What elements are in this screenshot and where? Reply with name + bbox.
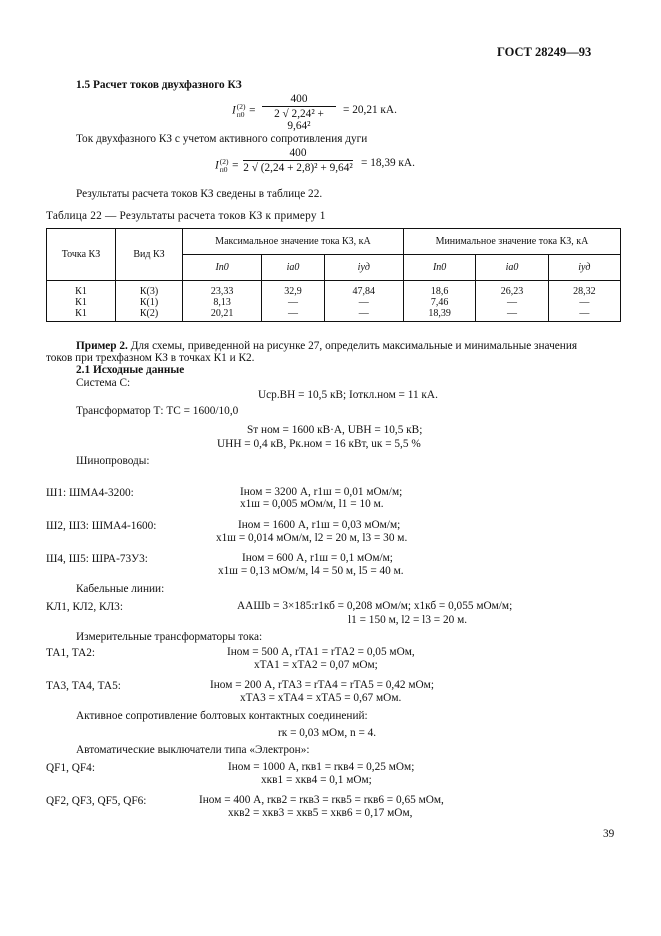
sh1-eq1: Iном = 3200 А, r1ш = 0,01 мОм/м;: [240, 486, 403, 498]
subheader-min-iud: iуд: [548, 255, 620, 281]
cell-max-iud-2: —: [358, 297, 369, 308]
cell-point-2: К1: [75, 297, 87, 308]
cell-min-in0-3: 18,39: [428, 308, 451, 319]
kl-eq2: l1 = 150 м, l2 = l3 = 20 м.: [348, 614, 468, 626]
cell-type-1: К(3): [139, 286, 159, 297]
section-heading-2-1: 2.1 Исходные данные: [76, 364, 185, 376]
example2-label: Пример 2.: [76, 340, 128, 352]
header-min-group: Минимальное значение тока КЗ, кА: [403, 229, 620, 255]
eq1-sub: п0: [236, 110, 245, 119]
subheader-max-ia0: ia0: [262, 255, 324, 281]
ta3-label: ТА3, ТА4, ТА5:: [46, 680, 121, 692]
sh4-eq1: Iном = 600 А, r1ш = 0,1 мОм/м;: [242, 552, 393, 564]
sh2-eq1: Iном = 1600 А, r1ш = 0,03 мОм/м;: [238, 519, 401, 531]
cell-point-1: К1: [75, 286, 87, 297]
cell-min-ia0-1: 26,23: [500, 286, 524, 297]
header-point: Точка КЗ: [47, 229, 116, 281]
eq1-symbol: I: [232, 104, 236, 117]
cell-max-ia0-1: 32,9: [284, 286, 302, 297]
transformer-label: Трансформатор Т: ТС = 1600/10,0: [76, 405, 239, 417]
qf1-label: QF1, QF4:: [46, 762, 95, 774]
qf1-eq1: Iном = 1000 А, rкв1 = rкв4 = 0,25 мОм;: [228, 761, 415, 773]
ta3-eq1: Iном = 200 А, rТА3 = rТА4 = rТА5 = 0,42 мОм;: [210, 679, 434, 691]
transformer-eq1: Sт ном = 1600 кВ·А, UВН = 10,5 кВ;: [247, 424, 423, 436]
system-label: Система С:: [76, 377, 131, 389]
col-point-values: [47, 281, 116, 322]
col-max-ia0-values: [262, 281, 324, 322]
cables-label: Кабельные линии:: [76, 583, 165, 595]
col-min-in0-values: [403, 281, 475, 322]
ta1-label: ТА1, ТА2:: [46, 647, 96, 659]
cell-min-in0-1: 18,6: [430, 286, 449, 297]
eq1-lhs: I (2) п0 =: [232, 102, 256, 119]
breakers-text: Автоматические выключатели типа «Электрон»:: [76, 744, 310, 756]
system-eq: Uср.ВН = 10,5 кВ; Iоткл.ном = 11 кА.: [258, 389, 438, 401]
eq1-fraction: [262, 93, 336, 132]
cell-max-in0-2: 8,13: [213, 297, 231, 308]
cell-max-ia0-3: —: [287, 308, 298, 319]
cell-max-in0-1: 23,33: [210, 286, 234, 297]
subheader-min-in0: Iп0: [403, 255, 475, 281]
header-type: Вид КЗ: [116, 229, 183, 281]
eq2-sub: п0: [219, 165, 228, 174]
cell-min-iud-2: —: [579, 297, 590, 308]
cell-max-iud-3: —: [358, 308, 369, 319]
sh1-eq2: x1ш = 0,005 мОм/м, l1 = 10 м.: [240, 498, 384, 510]
eq1-sup: (2): [236, 102, 246, 111]
section-heading-1-5: 1.5 Расчет токов двухфазного КЗ: [76, 79, 242, 91]
cell-min-in0-2: 7,46: [430, 297, 449, 308]
example2-line1: [76, 340, 577, 352]
cell-min-ia0-2: —: [506, 297, 517, 308]
page-number: 39: [603, 828, 615, 840]
text-arc: Ток двухфазного КЗ с учетом активного сопротивления дуги: [76, 133, 368, 145]
eq1-result: = 20,21 кА.: [343, 104, 397, 116]
eq2-denominator: 2 √ (2,24 + 2,8)² + 9,64²: [243, 162, 353, 174]
col-min-iud-values: [548, 281, 620, 322]
contact-eq: rк = 0,03 мОм, n = 4.: [278, 727, 377, 739]
cell-min-iud-1: 28,32: [573, 286, 596, 297]
qf1-eq2: xкв1 = xкв4 = 0,1 мОм;: [261, 774, 372, 786]
cell-type-3: К(2): [139, 308, 159, 319]
example2-line2: токов при трехфазном КЗ в точках К1 и К2.: [46, 352, 255, 364]
eq2-lhs: I (2) п0 =: [215, 157, 239, 174]
example2-text: Для схемы, приведенной на рисунке 27, определить максимальные и минимальные значения: [130, 340, 578, 352]
header-max-group: Максимальное значение тока КЗ, кА: [183, 229, 404, 255]
kl-label: КЛ1, КЛ2, КЛ3:: [46, 601, 123, 613]
contact-text: Активное сопротивление болтовых контактных соединений:: [76, 710, 368, 722]
qf2-eq2: xкв2 = xкв3 = xкв5 = xкв6 = 0,17 мОм,: [228, 807, 413, 819]
col-min-ia0-values: [476, 281, 548, 322]
ct-label: Измерительные трансформаторы тока:: [76, 631, 263, 643]
eq1-numerator: 400: [290, 93, 308, 105]
eq2-fraction: [243, 147, 353, 174]
cell-point-3: К1: [75, 308, 87, 319]
kl-eq1: ААШb = 3×185:r1кб = 0,208 мОм/м; x1кб = 0,055 мОм/м;: [237, 600, 513, 612]
eq2-result: = 18,39 кА.: [361, 157, 415, 169]
eq2-sup: (2): [219, 157, 229, 166]
cell-max-in0-3: 20,21: [210, 308, 234, 319]
col-max-in0-values: [183, 281, 262, 322]
eq2-numerator: 400: [289, 147, 307, 159]
ta3-eq2: xТА3 = xТА4 = xТА5 = 0,67 мОм.: [240, 692, 402, 704]
cell-min-ia0-3: —: [506, 308, 517, 319]
sh1-label: Ш1: ШМА4-3200:: [46, 487, 134, 499]
sh4-eq2: x1ш = 0,13 мОм/м, l4 = 50 м, l5 = 40 м.: [218, 565, 404, 577]
text-results: Результаты расчета токов КЗ сведены в таблице 22.: [76, 188, 323, 200]
qf2-eq1: Iном = 400 А, rкв2 = rкв3 = rкв5 = rкв6 = 0,65 мОм,: [199, 794, 444, 806]
cell-min-iud-3: —: [579, 308, 590, 319]
subheader-max-iud: iуд: [324, 255, 403, 281]
qf2-label: QF2, QF3, QF5, QF6:: [46, 795, 147, 807]
ta1-eq2: xТА1 = xТА2 = 0,07 мОм;: [254, 659, 378, 671]
col-type-values: [116, 281, 183, 322]
cell-max-ia0-2: —: [287, 297, 298, 308]
col-max-iud-values: [324, 281, 403, 322]
cell-max-iud-1: 47,84: [352, 286, 376, 297]
sh4-label: Ш4, Ш5: ШРА-73У3:: [46, 553, 148, 565]
sh2-eq2: x1ш = 0,014 мОм/м, l2 = 20 м, l3 = 30 м.: [216, 532, 408, 544]
transformer-eq2: UНН = 0,4 кВ, Pк.ном = 16 кВт, uк = 5,5 %: [217, 438, 421, 450]
subheader-min-ia0: ia0: [476, 255, 548, 281]
eq2-symbol: I: [215, 159, 219, 172]
document-header: ГОСТ 28249—93: [497, 45, 592, 59]
busways-label: Шинопроводы:: [76, 455, 150, 467]
results-table: [46, 228, 621, 322]
ta1-eq1: Iном = 500 А, rТА1 = rТА2 = 0,05 мОм,: [227, 646, 415, 658]
subheader-max-in0: Iп0: [183, 255, 262, 281]
cell-type-2: К(1): [139, 297, 159, 308]
sh2-label: Ш2, Ш3: ШМА4-1600:: [46, 520, 157, 532]
eq1-denominator: 2 √ 2,24² + 9,64²: [262, 106, 336, 132]
table-caption: Таблица 22 — Результаты расчета токов КЗ к примеру 1: [46, 210, 326, 222]
